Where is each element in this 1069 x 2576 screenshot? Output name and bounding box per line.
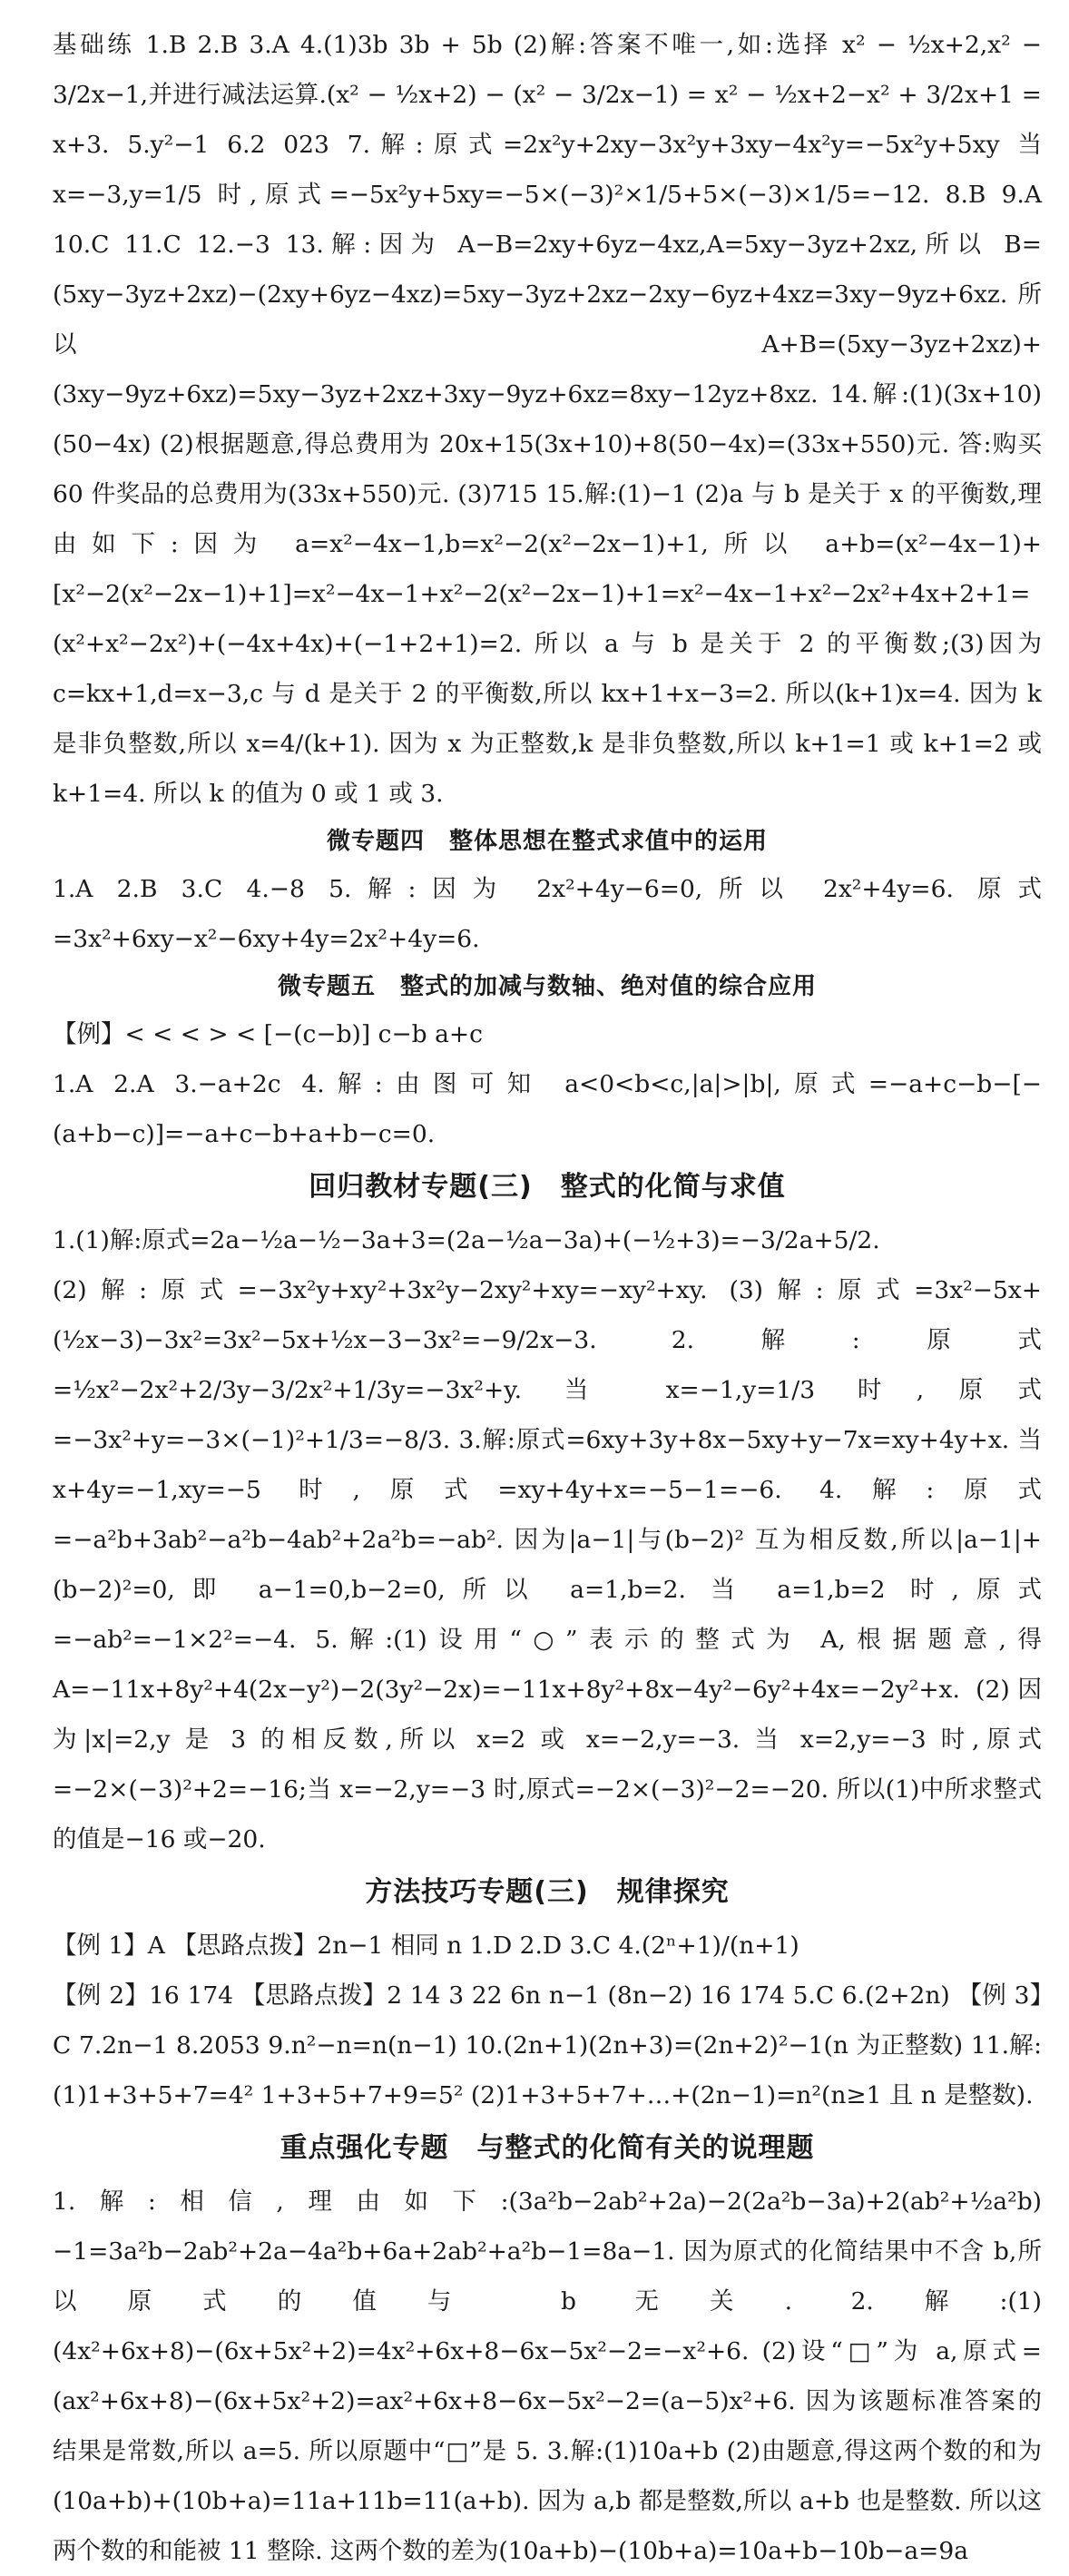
section-topic5	[53, 964, 1042, 1159]
section-review3	[53, 1159, 1042, 1864]
section-heading: 重点强化专题 与整式的化简有关的说理题	[280, 2132, 815, 2164]
topic5-paragraph: 1.A 2.A 3.−a+2c 4.解:由图可知 a<0<b<c,|a|>|b|,原式=−a+c−b−[−(a+b−c)]=−a+c−b+a+b−c=0.	[53, 1070, 1042, 1148]
review3-paragraph: 1.(1)解:原式=2a−½a−½−3a+3=(2a−½a−3a)+(−½+3)=−3/2a+5/2.	[53, 1226, 880, 1254]
section-heading: 回归教材专题(三) 整式的化简与求值	[309, 1171, 786, 1203]
topic5-example: 【例】< < < > < [−(c−b)] c−b a+c	[53, 1020, 483, 1048]
section-method3	[53, 1864, 1042, 2120]
section-topic4	[53, 819, 1042, 964]
key-paragraph: 1.解:相信,理由如下:(3a²b−2ab²+2a)−2(2a²b−3a)+2(ab²+½a²b)−1=3a²b−2ab²+2a−4a²b+6a+2ab²+a²b−1=8a−1. 因为原式的化简结果中不含 b,所以原式的值与 b 无关. 2.解:(1)(4x²+6x+8)−(6x+5x²+2)=4x²+6x+8−6x−5x²−2=−x²+6. (2)设“□”为 a,原式=(ax²+6x+8)−(6x+5x²+2)=ax²+6x+8−6x−5x²−2=(a−5)x²+6. 因为该题标准答案的结果是常数,所以 a=5. 所以原题中“□”是 5. 3.解:(1)10a+b (2)由题意,得这两个数的和为(10a+b)+(10b+a)=11a+11b=11(a+b). 因为 a,b 都是整数,所以 a+b 也是整数. 所以这两个数的和能被 11 整除. 这两个数的差为(10a+b)−(10b+a)=10a+b−10b−a=9a	[53, 2188, 1042, 2565]
section-heading: 方法技巧专题(三) 规律探究	[365, 1876, 730, 1908]
section-key	[53, 2120, 1042, 2576]
section-heading: 微专题五 整式的加减与数轴、绝对值的综合应用	[277, 973, 817, 1000]
review3-paragraph: (2)解:原式=−3x²y+xy²+3x²y−2xy²+xy=−xy²+xy. (3)解:原式=3x²−5x+(½x−3)−3x²=3x²−5x+½x−3−3x²=−9/2x−3. 2.解:原式=½x²−2x²+2/3y−3/2x²+1/3y=−3x²+y. 当 x=−1,y=1/3 时,原式=−3x²+y=−3×(−1)²+1/3=−8/3. 3.解:原式=6xy+3y+8x−5xy+y−7x=xy+4y+x. 当 x+4y=−1,xy=−5 时,原式=xy+4y+x=−5−1=−6. 4.解:原式=−a²b+3ab²−a²b−4ab²+2a²b=−ab². 因为|a−1|与(b−2)² 互为相反数,所以|a−1|+(b−2)²=0,即 a−1=0,b−2=0,所以 a=1,b=2. 当 a=1,b=2 时,原式=−ab²=−1×2²=−4. 5.解:(1)设用“○”表示的整式为 A,根据题意,得 A=−11x+8y²+4(2x−y²)−2(3y²−2x)=−11x+8y²+8x−4y²−6y²+4x=−2y²+x. (2)因为|x|=2,y 是 3 的相反数,所以 x=2 或 x=−2,y=−3. 当 x=2,y=−3 时,原式=−2×(−3)²+2=−16;当 x=−2,y=−3 时,原式=−2×(−3)²−2=−20. 所以(1)中所求整式的值是−16 或−20.	[53, 1276, 1042, 1853]
section-heading: 微专题四 整体思想在整式求值中的运用	[326, 828, 768, 855]
basic-paragraph: 基础练 1.B 2.B 3.A 4.(1)3b 3b + 5b (2)解:答案不唯一,如:选择 x² − ½x+2,x² − 3/2x−1,并进行减法运算.(x² − ½x+2) − (x² − 3/2x−1) = x² − ½x+2−x² + 3/2x+1 = x+3. 5.y²−1 6.2 023 7.解:原式=2x²y+2xy−3x²y+3xy−4x²y=−5x²y+5xy 当 x=−3,y=1/5 时,原式=−5x²y+5xy=−5×(−3)²×1/5+5×(−3)×1/5=−12. 8.B 9.A 10.C 11.C 12.−3 13.解:因为 A−B=2xy+6yz−4xz,A=5xy−3yz+2xz,所以 B=(5xy−3yz+2xz)−(2xy+6yz−4xz)=5xy−3yz+2xz−2xy−6yz+4xz=3xy−9yz+6xz. 所以 A+B=(5xy−3yz+2xz)+(3xy−9yz+6xz)=5xy−3yz+2xz+3xy−9yz+6xz=8xy−12yz+8xz. 14.解:(1)(3x+10) (50−4x) (2)根据题意,得总费用为 20x+15(3x+10)+8(50−4x)=(33x+550)元. 答:购买 60 件奖品的总费用为(33x+550)元. (3)715 15.解:(1)−1 (2)a 与 b 是关于 x 的平衡数,理由如下:因为 a=x²−4x−1,b=x²−2(x²−2x−1)+1,所以 a+b=(x²−4x−1)+[x²−2(x²−2x−1)+1]=x²−4x−1+x²−2(x²−2x−1)+1=x²−4x−1+x²−2x²+4x+2+1=(x²+x²−2x²)+(−4x+4x)+(−1+2+1)=2. 所以 a 与 b 是关于 2 的平衡数;(3)因为 c=kx+1,d=x−3,c 与 d 是关于 2 的平衡数,所以 kx+1+x−3=2. 所以(k+1)x=4. 因为 k 是非负整数,所以 x=4/(k+1). 因为 x 为正整数,k 是非负整数,所以 k+1=1 或 k+1=2 或 k+1=4. 所以 k 的值为 0 或 1 或 3.	[53, 31, 1042, 808]
section-basic	[53, 20, 1042, 819]
method3-paragraph: 【例 2】16 174 【思路点拨】2 14 3 22 6n n−1 (8n−2) 16 174 5.C 6.(2+2n) 【例 3】C 7.2n−1 8.2053 9.n²−n=n(n−1) 10.(2n+1)(2n+3)=(2n+2)²−1(n 为正整数) 11.解:(1)1+3+5+7=4² 1+3+5+7+9=5² (2)1+3+5+7+…+(2n−1)=n²(n≥1 且 n 是整数).	[53, 1981, 1042, 2109]
topic4-paragraph: 1.A 2.B 3.C 4.−8 5.解:因为 2x²+4y−6=0,所以 2x²+4y=6. 原式=3x²+6xy−x²−6xy+4y=2x²+4y=6.	[53, 875, 1042, 953]
method3-example-1: 【例 1】A 【思路点拨】2n−1 相同 n 1.D 2.D 3.C 4.(2ⁿ+1)/(n+1)	[53, 1932, 799, 1960]
